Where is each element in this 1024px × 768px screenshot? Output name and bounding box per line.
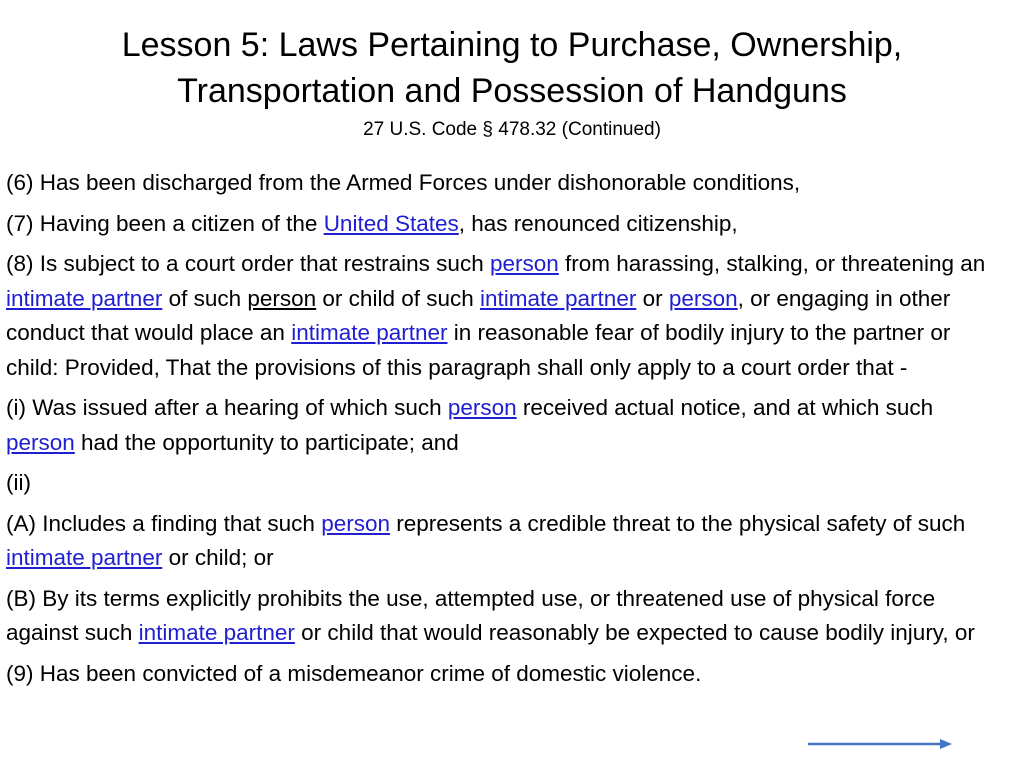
text: or [636,285,669,311]
right-arrow-icon[interactable] [806,736,956,752]
paragraph-8 [6,247,1006,385]
paragraph-7 [6,207,1006,242]
text: (A) Includes a finding that such [6,510,322,536]
paragraph-ii: (ii) [6,470,31,495]
text: of such [162,285,248,311]
link-united-states[interactable]: United States [323,210,459,236]
slide-title-line-1: Lesson 5: Laws Pertaining to Purchase, Ownership, [121,26,903,64]
slide-title-line-2: Transportation and Possession of Handguns [177,72,847,110]
paragraph-a [6,507,1006,576]
text: from harassing, stalking, or threatening an [558,251,986,276]
link-intimate-partner[interactable]: intimate partner [138,620,295,645]
link-intimate-partner[interactable]: intimate partner [6,545,163,570]
paragraph-9: (9) Has been convicted of a misdemeanor crime of domestic violence. [6,660,702,686]
link-intimate-partner[interactable]: intimate partner [6,285,163,311]
slide-body [6,166,1006,691]
slide-subtitle: 27 U.S. Code § 478.32 (Continued) [363,119,661,140]
paragraph-6: (6) Has been discharged from the Armed Forces under dishonorable conditions, [6,170,801,195]
underlined-person: person [247,285,317,311]
text: (i) Was issued after a hearing of which such [6,395,448,420]
link-person[interactable]: person [6,429,75,455]
link-person[interactable]: person [447,395,517,420]
text: (B) By its terms explicitly prohibits the use, attempted use, or threatened use of physical force against such [6,585,936,645]
text: in reasonable fear of bodily injury to the partner or child: Provided, That the provisions of this paragraph shall only apply to a court order that - [6,320,951,380]
text: , or engaging in other conduct that would place an [6,285,951,345]
text: or child that would reasonably be expected to cause bodily injury, or [294,620,975,645]
text: (7) Having been a citizen of the [6,210,324,236]
link-person[interactable]: person [668,285,738,311]
link-intimate-partner[interactable]: intimate partner [291,320,448,345]
text: (8) Is subject to a court order that restrains such [6,251,490,276]
text: had the opportunity to participate; and [74,429,459,455]
text: represents a credible threat to the physical safety of such [389,510,966,536]
link-person[interactable]: person [321,510,390,536]
link-person[interactable]: person [489,251,559,276]
text: or child of such [316,285,480,311]
slide-title [0,22,1024,114]
paragraph-i [6,391,1006,460]
paragraph-b [6,582,1006,651]
text: received actual notice, and at which such [516,395,934,420]
text: or child; or [162,545,274,570]
link-intimate-partner[interactable]: intimate partner [480,285,637,311]
text: , has renounced citizenship, [458,210,738,236]
